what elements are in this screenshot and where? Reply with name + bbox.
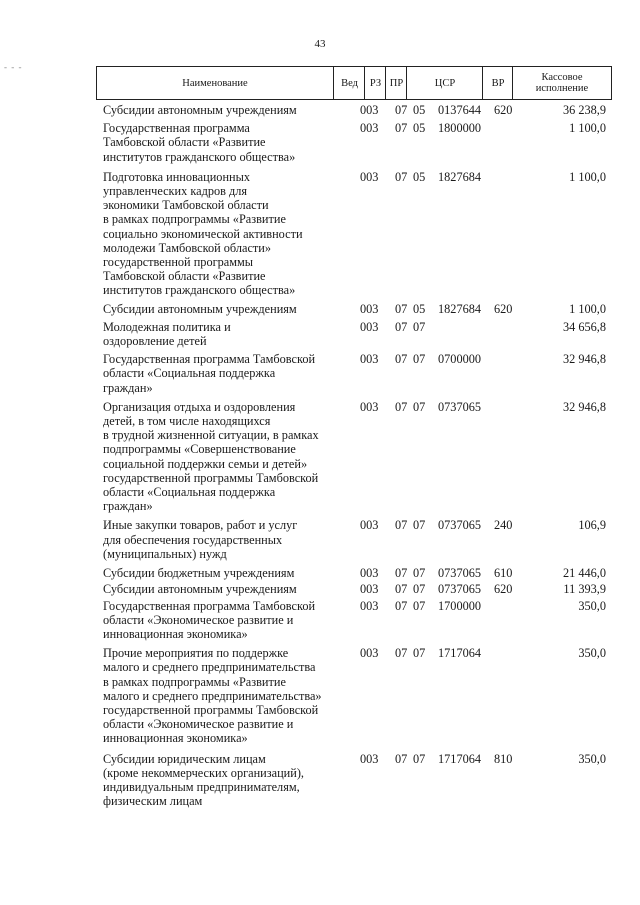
row-ved: 003 <box>360 121 379 136</box>
table-row <box>96 599 612 642</box>
header-ved: Вед <box>333 67 365 99</box>
row-pr: 05 <box>413 121 426 136</box>
row-name: Прочие мероприятия по поддержке малого и среднего предпринимательства в рамках подпрограммы «Развитие малого и среднего предпринимательства» государственной программы Тамбовской области «Экономическое развитие и инновационная экономика» <box>103 646 322 746</box>
row-rz: 07 <box>395 103 408 117</box>
table-row <box>96 103 612 117</box>
row-rz: 07 <box>395 352 408 367</box>
row-amount: 34 656,8 <box>562 319 606 334</box>
row-name: Субсидии юридическим лицам (кроме некоммерческих организаций), индивидуальным предпринимателям, физическим лицам <box>103 751 304 809</box>
row-pr: 07 <box>413 582 426 597</box>
header-name: Наименование <box>182 77 248 89</box>
row-csr: 1827684 <box>438 301 482 316</box>
row-csr: 1717064 <box>438 646 482 661</box>
row-rz: 07 <box>395 301 408 316</box>
row-rz: 07 <box>395 169 408 184</box>
row-rz: 07 <box>395 518 408 533</box>
row-rz: 07 <box>395 319 408 334</box>
row-name: Молодежная политика и оздоровление детей <box>103 319 231 349</box>
row-name: Субсидии автономным учреждениям <box>103 103 297 117</box>
row-csr: 0737065 <box>438 566 482 581</box>
row-amount: 1 100,0 <box>569 169 606 184</box>
table-row <box>96 320 612 348</box>
row-csr: 1800000 <box>438 121 482 136</box>
row-rz: 07 <box>395 566 408 581</box>
table-row <box>96 302 612 316</box>
row-amount: 32 946,8 <box>562 399 606 414</box>
row-ved: 003 <box>360 319 379 334</box>
row-name: Субсидии бюджетным учреждениям <box>103 566 295 581</box>
row-ved: 003 <box>360 399 379 414</box>
row-ved: 003 <box>360 598 379 613</box>
row-ved: 003 <box>360 751 379 766</box>
row-amount: 106,9 <box>578 518 606 533</box>
row-pr: 07 <box>413 598 426 613</box>
row-pr: 05 <box>413 301 426 316</box>
row-rz: 07 <box>395 121 408 136</box>
row-csr: 1700000 <box>438 598 482 613</box>
row-pr: 07 <box>413 751 426 766</box>
row-rz: 07 <box>395 582 408 597</box>
row-vr: 610 <box>494 566 513 581</box>
table-row <box>96 170 612 298</box>
row-amount: 1 100,0 <box>569 301 606 316</box>
row-name: Организация отдыха и оздоровления детей, в том числе находящихся в трудной жизненной ситуации, в рамках подпрограммы «Совершенствование социальной поддержки семьи и детей» государственной программы Тамбовской области «Социальная поддержка граждан» <box>103 399 319 514</box>
row-csr: 1827684 <box>438 169 482 184</box>
row-name: Государственная программа Тамбовской области «Социальная поддержка граждан» <box>103 352 316 395</box>
row-amount: 1 100,0 <box>569 121 606 136</box>
header-vr: ВР <box>482 67 513 99</box>
header-pr: ПР <box>385 67 407 99</box>
row-rz: 07 <box>395 751 408 766</box>
row-csr: 0737065 <box>438 518 482 533</box>
row-name: Иные закупки товаров, работ и услуг для обеспечения государственных (муниципальных) нужд <box>103 518 298 561</box>
table-row <box>96 646 612 745</box>
table-row <box>96 582 612 596</box>
row-csr: 0737065 <box>438 399 482 414</box>
row-ved: 003 <box>360 566 379 581</box>
row-amount: 32 946,8 <box>562 352 606 367</box>
row-amount: 350,0 <box>578 646 606 661</box>
row-amount: 36 238,9 <box>562 103 606 117</box>
row-pr: 07 <box>413 566 426 581</box>
table-row <box>96 352 612 395</box>
row-ved: 003 <box>360 169 379 184</box>
table-row <box>96 400 612 514</box>
table-header <box>96 66 612 100</box>
row-ved: 003 <box>360 301 379 316</box>
row-ved: 003 <box>360 352 379 367</box>
row-pr: 07 <box>413 319 426 334</box>
row-amount: 350,0 <box>578 598 606 613</box>
row-name: Государственная программа Тамбовской области «Развитие институтов гражданского общества» <box>103 121 296 164</box>
table-row <box>96 752 612 809</box>
row-csr: 0737065 <box>438 582 482 597</box>
row-name: Субсидии автономным учреждениям <box>103 301 297 316</box>
table-row <box>96 566 612 580</box>
row-rz: 07 <box>395 399 408 414</box>
row-name: Подготовка инновационных управленческих кадров для экономики Тамбовской области в рамках подпрограммы «Развитие социально экономической активности молодежи Тамбовской области» государственной программы Тамбовской области «Развитие институтов гражданского общества» <box>103 169 303 298</box>
row-amount: 11 393,9 <box>563 582 606 597</box>
row-csr: 0700000 <box>438 352 482 367</box>
row-name: Государственная программа Тамбовской области «Экономическое развитие и инновационная экономика» <box>103 598 316 641</box>
row-amount: 350,0 <box>578 751 606 766</box>
row-pr: 07 <box>413 518 426 533</box>
page-number: 43 <box>314 38 326 50</box>
row-ved: 003 <box>360 518 379 533</box>
row-vr: 620 <box>494 301 513 316</box>
row-pr: 07 <box>413 399 426 414</box>
header-rz: РЗ <box>364 67 386 99</box>
row-vr: 810 <box>494 751 513 766</box>
table-row <box>96 518 612 561</box>
row-pr: 05 <box>413 103 426 117</box>
header-amount: Кассовое исполнение <box>512 67 611 99</box>
row-vr: 620 <box>494 582 513 597</box>
row-ved: 003 <box>360 582 379 597</box>
header-csr: ЦСР <box>406 67 483 99</box>
table-row <box>96 121 612 164</box>
row-vr: 240 <box>494 518 513 533</box>
row-csr: 0137644 <box>438 103 482 117</box>
row-amount: 21 446,0 <box>562 566 606 581</box>
row-rz: 07 <box>395 646 408 661</box>
row-csr: 1717064 <box>438 751 482 766</box>
row-name: Субсидии автономным учреждениям <box>103 582 297 597</box>
row-pr: 07 <box>413 352 426 367</box>
row-ved: 003 <box>360 646 379 661</box>
row-pr: 07 <box>413 646 426 661</box>
row-pr: 05 <box>413 169 426 184</box>
row-rz: 07 <box>395 598 408 613</box>
scan-mark: - - - <box>4 62 23 72</box>
row-vr: 620 <box>494 103 513 117</box>
row-ved: 003 <box>360 103 379 117</box>
table-body <box>96 103 612 810</box>
